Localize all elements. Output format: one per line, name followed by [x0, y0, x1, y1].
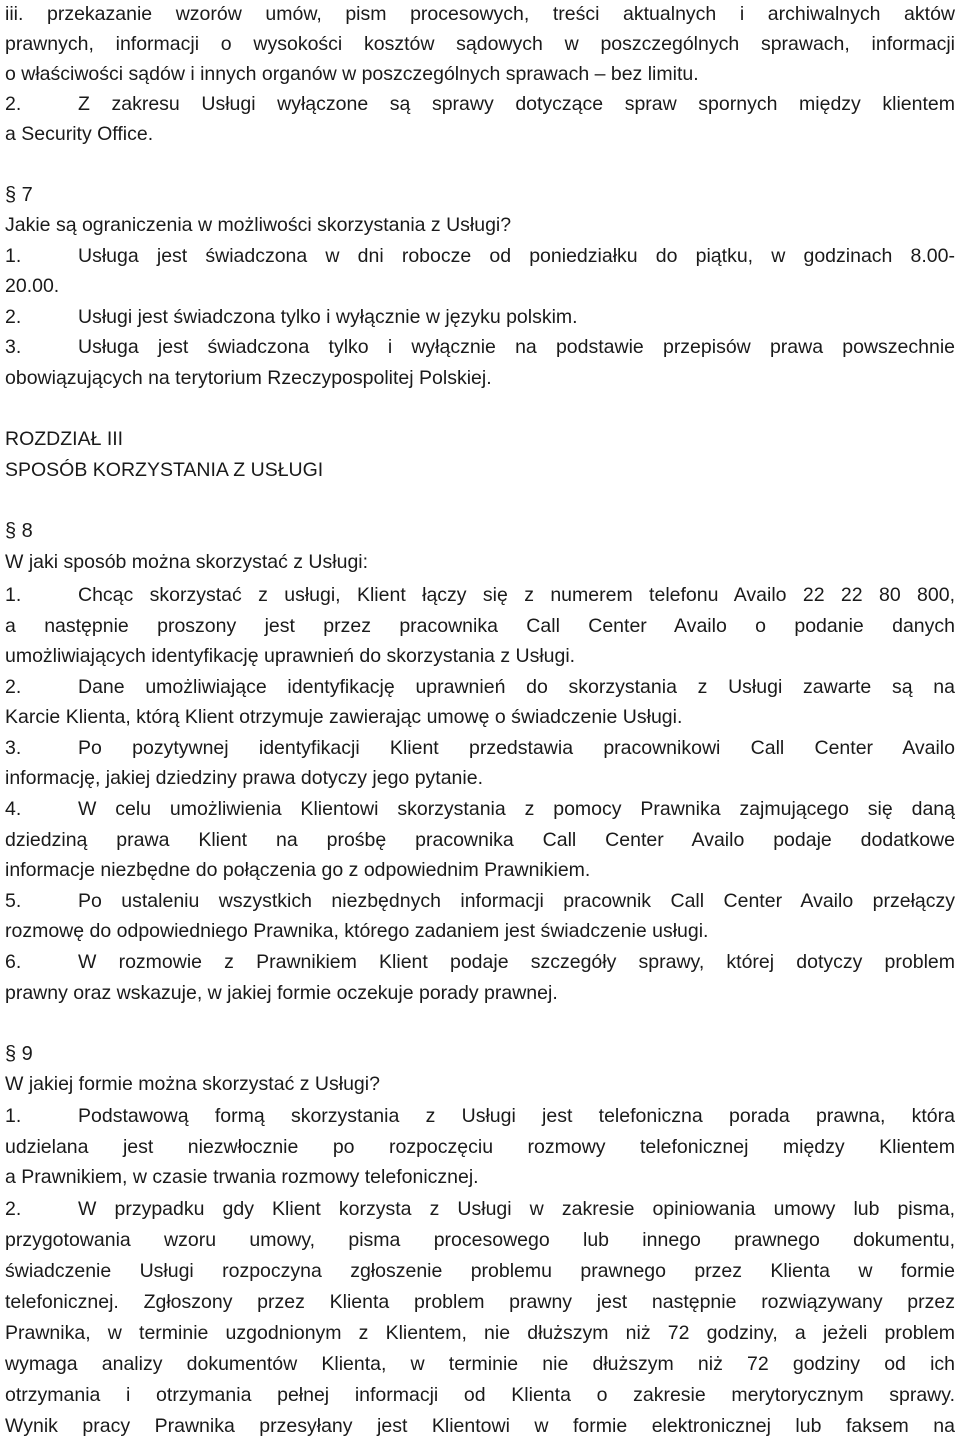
list-number: 3.: [5, 336, 22, 358]
text-line: prawny oraz wskazuje, w jakiej formie oczekuje porady prawnej.: [5, 982, 558, 1004]
text-line: [5, 335, 955, 359]
text-line: W jaki sposób można skorzystać z Usługi:: [5, 551, 369, 573]
line-text: W rozmowie z Prawnikiem Klient podaje szczegóły sprawy, której dotyczy problem: [78, 951, 955, 973]
list-number: 1.: [5, 584, 22, 606]
list-number: 2.: [5, 676, 22, 698]
text-line: [5, 675, 955, 699]
line-text: W przypadku gdy Klient korzysta z Usługi w zakresie opiniowania umowy lub pisma,: [78, 1198, 955, 1220]
text-line: [5, 950, 955, 974]
text-line: SPOSÓB KORZYSTANIA Z USŁUGI: [5, 459, 324, 481]
line-text: Z zakresu Usługi wyłączone są sprawy dotyczące spraw spornych między klientem: [78, 93, 955, 115]
line-text: Po ustaleniu wszystkich niezbędnych informacji pracownik Call Center Availo przełączy: [78, 890, 955, 912]
line-text: Po pozytywnej identyfikacji Klient przedstawia pracownikowi Call Center Availo: [78, 737, 955, 759]
text-line: otrzymania i otrzymania pełnej informacji od Klienta o zakresie merytorycznym sprawy.: [5, 1384, 955, 1406]
text-line: [5, 305, 955, 329]
text-line: Wynik pracy Prawnika przesyłany jest Klientowi w formie elektronicznej lub faksem na: [5, 1415, 955, 1437]
text-line: W jakiej formie można skorzystać z Usługi?: [5, 1073, 380, 1095]
text-line: informacje niezbędne do połączenia go z odpowiednim Prawnikiem.: [5, 859, 591, 881]
text-line: [5, 92, 955, 116]
list-number: 3.: [5, 737, 22, 759]
line-text: W celu umożliwienia Klientowi skorzystania z pomocy Prawnika zajmującego się daną: [78, 798, 955, 820]
list-number: 1.: [5, 1105, 22, 1127]
text-line: telefonicznej. Zgłoszony przez Klienta problem prawny jest następnie rozwiązywany przez: [5, 1291, 955, 1313]
list-number: 4.: [5, 798, 22, 820]
list-number: 2.: [5, 93, 22, 115]
text-line: 20.00.: [5, 275, 60, 297]
line-text: Podstawową formą skorzystania z Usługi jest telefoniczna porada prawna, która: [78, 1105, 955, 1127]
text-line: [5, 1104, 955, 1128]
text-line: umożliwiających identyfikację uprawnień do skorzystania z Usługi.: [5, 645, 576, 667]
list-number: 5.: [5, 890, 22, 912]
line-text: Dane umożliwiające identyfikację uprawnień do skorzystania z Usługi zawarte są na: [78, 676, 955, 698]
text-line: wymaga analizy dokumentów Klienta, w terminie nie dłuższym niż 72 godziny od ich: [5, 1353, 955, 1375]
text-line: udzielana jest niezwłocznie po rozpoczęciu rozmowy telefonicznej między Klientem: [5, 1136, 955, 1158]
text-line: rozmowę do odpowiedniego Prawnika, którego zadaniem jest świadczenie usługi.: [5, 920, 709, 942]
text-line: iii. przekazanie wzorów umów, pism procesowych, treści aktualnych i archiwalnych aktów: [5, 3, 955, 25]
text-line: dziedziną prawa Klient na prośbę pracownika Call Center Availo podaje dodatkowe: [5, 829, 955, 851]
text-line: [5, 797, 955, 821]
text-line: [5, 1197, 955, 1221]
text-line: a następnie proszony jest przez pracownika Call Center Availo o podanie danych: [5, 615, 955, 637]
text-line: [5, 244, 955, 268]
line-text: Usługa jest świadczona w dni robocze od poniedziałku do piątku, w godzinach 8.00-: [78, 245, 955, 267]
text-line: [5, 889, 955, 913]
text-line: a Security Office.: [5, 123, 154, 145]
text-line: Jakie są ograniczenia w możliwości skorzystania z Usługi?: [5, 214, 512, 236]
text-line: informację, jakiej dziedziny prawa dotyczy jego pytanie.: [5, 767, 483, 789]
list-number: 6.: [5, 951, 22, 973]
text-line: § 7: [5, 184, 33, 206]
line-text: Usługa jest świadczona tylko i wyłącznie na podstawie przepisów prawa powszechnie: [78, 336, 955, 358]
list-number: 2.: [5, 306, 22, 328]
text-line: Karcie Klienta, którą Klient otrzymuje zawierając umowę o świadczenie Usługi.: [5, 706, 683, 728]
text-line: [5, 736, 955, 760]
text-line: Prawnika, w terminie uzgodnionym z Klientem, nie dłuższym niż 72 godziny, a jeżeli problem: [5, 1322, 955, 1344]
list-number: 1.: [5, 245, 22, 267]
text-line: § 8: [5, 520, 33, 542]
text-line: [5, 583, 955, 607]
text-line: obowiązujących na terytorium Rzeczypospolitej Polskiej.: [5, 367, 492, 389]
text-line: ROZDZIAŁ III: [5, 428, 124, 450]
text-line: świadczenie Usługi rozpoczyna zgłoszenie problemu prawnego przez Klienta w formie: [5, 1260, 955, 1282]
text-line: a Prawnikiem, w czasie trwania rozmowy telefonicznej.: [5, 1166, 479, 1188]
line-text: Chcąc skorzystać z usługi, Klient łączy się z numerem telefonu Availo 22 22 80 800,: [78, 584, 955, 606]
line-text: Usługi jest świadczona tylko i wyłącznie w języku polskim.: [78, 306, 578, 328]
text-line: przygotowania wzoru umowy, pisma procesowego lub innego prawnego dokumentu,: [5, 1229, 955, 1251]
text-line: § 9: [5, 1043, 33, 1065]
list-number: 2.: [5, 1198, 22, 1220]
text-line: prawnych, informacji o wysokości kosztów sądowych w poszczególnych sprawach, informacji: [5, 33, 955, 55]
text-line: o właściwości sądów i innych organów w poszczególnych sprawach – bez limitu.: [5, 63, 699, 85]
